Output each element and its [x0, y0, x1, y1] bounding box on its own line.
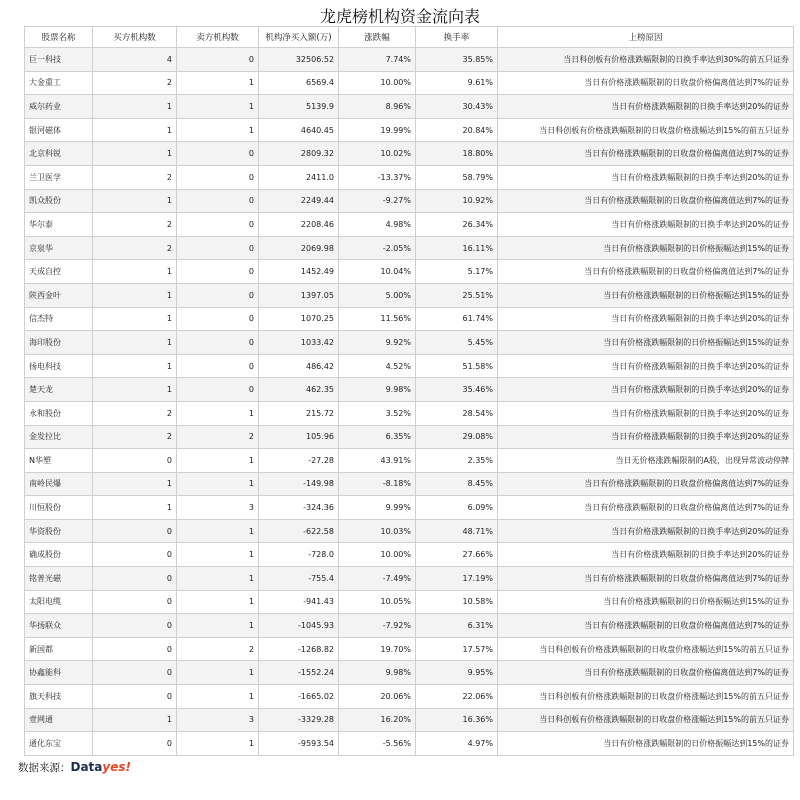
table-row — [25, 472, 794, 496]
cell-stock-name: 旗天科技 — [25, 685, 93, 709]
cell-buyer-count: 1 — [93, 95, 177, 119]
cell-seller-count: 1 — [177, 472, 259, 496]
cell-net-buy: 105.96 — [259, 425, 339, 449]
cell-buyer-count: 1 — [93, 307, 177, 331]
cell-change: 43.91% — [339, 449, 416, 473]
cell-reason: 当日科创板有价格涨跌幅限制的日换手率达到30%的前五只证券 — [498, 48, 794, 72]
cell-turnover: 9.95% — [416, 661, 498, 685]
cell-net-buy: 2069.98 — [259, 236, 339, 260]
cell-buyer-count: 1 — [93, 708, 177, 732]
cell-stock-name: 京泉华 — [25, 236, 93, 260]
cell-buyer-count: 0 — [93, 543, 177, 567]
table-row — [25, 661, 794, 685]
cell-buyer-count: 4 — [93, 48, 177, 72]
cell-change: -7.49% — [339, 567, 416, 591]
cell-reason: 当日有价格涨跌幅限制的日换手率达到20%的证券 — [498, 95, 794, 119]
cell-buyer-count: 1 — [93, 260, 177, 284]
cell-net-buy: -149.98 — [259, 472, 339, 496]
cell-stock-name: 华尔泰 — [25, 213, 93, 237]
cell-seller-count: 1 — [177, 543, 259, 567]
cell-stock-name: 确成股份 — [25, 543, 93, 567]
cell-buyer-count: 2 — [93, 71, 177, 95]
cell-seller-count: 0 — [177, 213, 259, 237]
cell-net-buy: 486.42 — [259, 354, 339, 378]
cell-stock-name: 华资股份 — [25, 519, 93, 543]
cell-change: 3.52% — [339, 401, 416, 425]
cell-reason: 当日有价格涨跌幅限制的日换手率达到20%的证券 — [498, 425, 794, 449]
cell-seller-count: 3 — [177, 496, 259, 520]
cell-change: 19.99% — [339, 118, 416, 142]
cell-stock-name: 海印股份 — [25, 331, 93, 355]
cell-reason: 当日有价格涨跌幅限制的日换手率达到20%的证券 — [498, 401, 794, 425]
cell-reason: 当日有价格涨跌幅限制的日价格振幅达到15%的证券 — [498, 236, 794, 260]
cell-buyer-count: 0 — [93, 661, 177, 685]
cell-seller-count: 1 — [177, 661, 259, 685]
cell-seller-count: 0 — [177, 331, 259, 355]
cell-reason: 当日有价格涨跌幅限制的日收盘价格偏离值达到7%的证券 — [498, 472, 794, 496]
cell-change: 10.05% — [339, 590, 416, 614]
cell-reason: 当日有价格涨跌幅限制的日收盘价格偏离值达到7%的证券 — [498, 189, 794, 213]
cell-turnover: 4.97% — [416, 732, 498, 756]
cell-buyer-count: 0 — [93, 449, 177, 473]
cell-stock-name: 协鑫能科 — [25, 661, 93, 685]
cell-stock-name: 华扬联众 — [25, 614, 93, 638]
table-row — [25, 95, 794, 119]
cell-stock-name: 金发拉比 — [25, 425, 93, 449]
cell-stock-name: 凯众股份 — [25, 189, 93, 213]
cell-reason: 当日有价格涨跌幅限制的日价格振幅达到15%的证券 — [498, 590, 794, 614]
table-row — [25, 48, 794, 72]
cell-seller-count: 2 — [177, 637, 259, 661]
cell-stock-name: 通化东宝 — [25, 732, 93, 756]
cell-stock-name: 太阳电缆 — [25, 590, 93, 614]
table-row — [25, 354, 794, 378]
cell-seller-count: 0 — [177, 48, 259, 72]
cell-net-buy: 1397.05 — [259, 283, 339, 307]
cell-turnover: 27.66% — [416, 543, 498, 567]
cell-net-buy: 1033.42 — [259, 331, 339, 355]
table-row — [25, 236, 794, 260]
cell-reason: 当日有价格涨跌幅限制的日收盘价格偏离值达到7%的证券 — [498, 71, 794, 95]
cell-net-buy: 6569.4 — [259, 71, 339, 95]
table-row — [25, 732, 794, 756]
cell-stock-name: 天成自控 — [25, 260, 93, 284]
cell-net-buy: 462.35 — [259, 378, 339, 402]
cell-buyer-count: 0 — [93, 567, 177, 591]
table-row — [25, 401, 794, 425]
cell-reason: 当日有价格涨跌幅限制的日换手率达到20%的证券 — [498, 307, 794, 331]
table-row — [25, 590, 794, 614]
cell-seller-count: 0 — [177, 307, 259, 331]
cell-change: 5.00% — [339, 283, 416, 307]
cell-stock-name: 楚天龙 — [25, 378, 93, 402]
cell-reason: 当日有价格涨跌幅限制的日收盘价格偏离值达到7%的证券 — [498, 142, 794, 166]
table-row — [25, 685, 794, 709]
cell-change: 11.56% — [339, 307, 416, 331]
cell-buyer-count: 0 — [93, 732, 177, 756]
cell-stock-name: 新国都 — [25, 637, 93, 661]
cell-seller-count: 0 — [177, 354, 259, 378]
cell-seller-count: 0 — [177, 165, 259, 189]
cell-reason: 当日有价格涨跌幅限制的日价格振幅达到15%的证券 — [498, 283, 794, 307]
cell-buyer-count: 0 — [93, 519, 177, 543]
cell-net-buy: -622.58 — [259, 519, 339, 543]
cell-net-buy: 2249.44 — [259, 189, 339, 213]
cell-buyer-count: 1 — [93, 354, 177, 378]
cell-change: -9.27% — [339, 189, 416, 213]
cell-reason: 当日科创板有价格涨跌幅限制的日收盘价格涨幅达到15%的前五只证券 — [498, 708, 794, 732]
cell-stock-name: 银河磁体 — [25, 118, 93, 142]
cell-net-buy: -1045.93 — [259, 614, 339, 638]
cell-turnover: 30.43% — [416, 95, 498, 119]
cell-change: -5.56% — [339, 732, 416, 756]
cell-net-buy: 4640.45 — [259, 118, 339, 142]
cell-buyer-count: 2 — [93, 425, 177, 449]
cell-change: 10.03% — [339, 519, 416, 543]
cell-seller-count: 1 — [177, 401, 259, 425]
cell-stock-name: 南岭民爆 — [25, 472, 93, 496]
cell-net-buy: -728.0 — [259, 543, 339, 567]
cell-buyer-count: 1 — [93, 189, 177, 213]
cell-net-buy: -1665.02 — [259, 685, 339, 709]
cell-change: 9.92% — [339, 331, 416, 355]
cell-reason: 当日有价格涨跌幅限制的日收盘价格偏离值达到7%的证券 — [498, 496, 794, 520]
cell-reason: 当日有价格涨跌幅限制的日换手率达到20%的证券 — [498, 543, 794, 567]
cell-net-buy: 2208.46 — [259, 213, 339, 237]
cell-buyer-count: 1 — [93, 496, 177, 520]
table-row — [25, 519, 794, 543]
cell-buyer-count: 2 — [93, 213, 177, 237]
cell-reason: 当日科创板有价格涨跌幅限制的日收盘价格涨幅达到15%的前五只证券 — [498, 118, 794, 142]
cell-turnover: 2.35% — [416, 449, 498, 473]
cell-change: 4.52% — [339, 354, 416, 378]
cell-buyer-count: 0 — [93, 685, 177, 709]
cell-seller-count: 0 — [177, 260, 259, 284]
cell-seller-count: 1 — [177, 71, 259, 95]
cell-stock-name: 壹网通 — [25, 708, 93, 732]
cell-stock-name: 陕西金叶 — [25, 283, 93, 307]
cell-seller-count: 1 — [177, 590, 259, 614]
cell-change: 16.20% — [339, 708, 416, 732]
cell-turnover: 16.11% — [416, 236, 498, 260]
table-row — [25, 449, 794, 473]
cell-buyer-count: 0 — [93, 614, 177, 638]
cell-change: 10.02% — [339, 142, 416, 166]
cell-seller-count: 1 — [177, 732, 259, 756]
table-row — [25, 637, 794, 661]
cell-turnover: 35.85% — [416, 48, 498, 72]
cell-reason: 当日有价格涨跌幅限制的日收盘价格偏离值达到7%的证券 — [498, 567, 794, 591]
cell-turnover: 29.08% — [416, 425, 498, 449]
cell-seller-count: 1 — [177, 614, 259, 638]
cell-buyer-count: 0 — [93, 637, 177, 661]
cell-change: 9.98% — [339, 661, 416, 685]
table-row — [25, 213, 794, 237]
table-row — [25, 496, 794, 520]
cell-turnover: 17.19% — [416, 567, 498, 591]
cell-turnover: 51.58% — [416, 354, 498, 378]
table-row — [25, 614, 794, 638]
header-change: 涨跌幅 — [339, 27, 416, 48]
cell-change: -2.05% — [339, 236, 416, 260]
cell-reason: 当日有价格涨跌幅限制的日价格振幅达到15%的证券 — [498, 331, 794, 355]
cell-reason: 当日有价格涨跌幅限制的日价格振幅达到15%的证券 — [498, 732, 794, 756]
header-reason: 上榜原因 — [498, 27, 794, 48]
header-buyer-count: 买方机构数 — [93, 27, 177, 48]
cell-turnover: 16.36% — [416, 708, 498, 732]
cell-buyer-count: 2 — [93, 401, 177, 425]
table-row — [25, 283, 794, 307]
table-row — [25, 118, 794, 142]
cell-buyer-count: 1 — [93, 118, 177, 142]
cell-reason: 当日有价格涨跌幅限制的日换手率达到20%的证券 — [498, 354, 794, 378]
cell-reason: 当日有价格涨跌幅限制的日换手率达到20%的证券 — [498, 213, 794, 237]
cell-net-buy: 2411.0 — [259, 165, 339, 189]
table-row — [25, 260, 794, 284]
cell-reason: 当日有价格涨跌幅限制的日收盘价格偏离值达到7%的证券 — [498, 614, 794, 638]
table-row — [25, 543, 794, 567]
cell-stock-name: 信杰特 — [25, 307, 93, 331]
table-row — [25, 307, 794, 331]
cell-reason: 当日科创板有价格涨跌幅限制的日收盘价格涨幅达到15%的前五只证券 — [498, 685, 794, 709]
cell-turnover: 48.71% — [416, 519, 498, 543]
cell-buyer-count: 1 — [93, 472, 177, 496]
cell-change: 19.70% — [339, 637, 416, 661]
cell-stock-name: 北京科锐 — [25, 142, 93, 166]
cell-reason: 当日有价格涨跌幅限制的日收盘价格偏离值达到7%的证券 — [498, 260, 794, 284]
cell-turnover: 17.57% — [416, 637, 498, 661]
cell-seller-count: 1 — [177, 449, 259, 473]
cell-seller-count: 3 — [177, 708, 259, 732]
cell-seller-count: 0 — [177, 283, 259, 307]
cell-buyer-count: 1 — [93, 331, 177, 355]
cell-buyer-count: 2 — [93, 236, 177, 260]
header-turnover: 换手率 — [416, 27, 498, 48]
cell-net-buy: 1452.49 — [259, 260, 339, 284]
cell-turnover: 20.84% — [416, 118, 498, 142]
cell-buyer-count: 1 — [93, 283, 177, 307]
cell-change: 9.99% — [339, 496, 416, 520]
cell-change: 4.98% — [339, 213, 416, 237]
page-title: 龙虎榜机构资金流向表 — [319, 7, 480, 26]
cell-net-buy: 1070.25 — [259, 307, 339, 331]
cell-reason: 当日有价格涨跌幅限制的日换手率达到20%的证券 — [498, 378, 794, 402]
cell-seller-count: 1 — [177, 118, 259, 142]
cell-turnover: 5.17% — [416, 260, 498, 284]
cell-net-buy: -1268.82 — [259, 637, 339, 661]
cell-turnover: 10.58% — [416, 590, 498, 614]
table-row — [25, 425, 794, 449]
cell-net-buy: -1552.24 — [259, 661, 339, 685]
cell-buyer-count: 1 — [93, 378, 177, 402]
cell-change: 10.04% — [339, 260, 416, 284]
cell-buyer-count: 0 — [93, 590, 177, 614]
cell-seller-count: 0 — [177, 142, 259, 166]
cell-stock-name: 兰卫医学 — [25, 165, 93, 189]
table-row — [25, 331, 794, 355]
cell-reason: 当日无价格涨跌幅限制的A股，出现异常波动停牌 — [498, 449, 794, 473]
cell-change: 8.96% — [339, 95, 416, 119]
table-row — [25, 378, 794, 402]
cell-buyer-count: 2 — [93, 165, 177, 189]
cell-stock-name: N华塑 — [25, 449, 93, 473]
cell-seller-count: 1 — [177, 519, 259, 543]
cell-seller-count: 1 — [177, 567, 259, 591]
header-stock-name: 股票名称 — [25, 27, 93, 48]
cell-seller-count: 2 — [177, 425, 259, 449]
cell-stock-name: 威尔药业 — [25, 95, 93, 119]
cell-change: 7.74% — [339, 48, 416, 72]
cell-seller-count: 0 — [177, 189, 259, 213]
cell-seller-count: 0 — [177, 378, 259, 402]
cell-net-buy: -941.43 — [259, 590, 339, 614]
cell-change: -13.37% — [339, 165, 416, 189]
cell-turnover: 10.92% — [416, 189, 498, 213]
cell-stock-name: 巨一科技 — [25, 48, 93, 72]
table-header-row — [25, 27, 794, 48]
cell-change: 10.00% — [339, 71, 416, 95]
cell-net-buy: 5139.9 — [259, 95, 339, 119]
cell-turnover: 5.45% — [416, 331, 498, 355]
cell-reason: 当日科创板有价格涨跌幅限制的日收盘价格涨幅达到15%的前五只证券 — [498, 637, 794, 661]
source-label: 数据来源： — [18, 762, 71, 774]
cell-net-buy: -27.28 — [259, 449, 339, 473]
cell-turnover: 28.54% — [416, 401, 498, 425]
data-source — [18, 760, 131, 775]
cell-stock-name: 永和股份 — [25, 401, 93, 425]
cell-turnover: 22.06% — [416, 685, 498, 709]
cell-change: -8.18% — [339, 472, 416, 496]
table-row — [25, 142, 794, 166]
header-net-buy: 机构净买入额(万) — [259, 27, 339, 48]
cell-net-buy: 215.72 — [259, 401, 339, 425]
cell-turnover: 61.74% — [416, 307, 498, 331]
table-row — [25, 567, 794, 591]
cell-net-buy: 2809.32 — [259, 142, 339, 166]
datayes-logo-data: Data — [70, 760, 103, 774]
cell-seller-count: 1 — [177, 95, 259, 119]
cell-turnover: 18.80% — [416, 142, 498, 166]
cell-turnover: 9.61% — [416, 71, 498, 95]
cell-change: -7.92% — [339, 614, 416, 638]
table-row — [25, 71, 794, 95]
cell-reason: 当日有价格涨跌幅限制的日换手率达到20%的证券 — [498, 165, 794, 189]
cell-seller-count: 0 — [177, 236, 259, 260]
cell-reason: 当日有价格涨跌幅限制的日换手率达到20%的证券 — [498, 519, 794, 543]
cell-reason: 当日有价格涨跌幅限制的日收盘价格偏离值达到7%的证券 — [498, 661, 794, 685]
cell-net-buy: -755.4 — [259, 567, 339, 591]
institution-flow-table — [24, 26, 794, 756]
table-row — [25, 708, 794, 732]
cell-net-buy: -9593.54 — [259, 732, 339, 756]
cell-turnover: 26.34% — [416, 213, 498, 237]
cell-change: 6.35% — [339, 425, 416, 449]
cell-net-buy: -324.36 — [259, 496, 339, 520]
table-row — [25, 165, 794, 189]
cell-change: 10.00% — [339, 543, 416, 567]
cell-stock-name: 川恒股份 — [25, 496, 93, 520]
cell-stock-name: 扬电科技 — [25, 354, 93, 378]
cell-net-buy: 32506.52 — [259, 48, 339, 72]
table-row — [25, 189, 794, 213]
cell-turnover: 35.46% — [416, 378, 498, 402]
cell-change: 20.06% — [339, 685, 416, 709]
cell-turnover: 6.31% — [416, 614, 498, 638]
cell-stock-name: 大金重工 — [25, 71, 93, 95]
cell-turnover: 25.51% — [416, 283, 498, 307]
header-seller-count: 卖方机构数 — [177, 27, 259, 48]
cell-turnover: 8.45% — [416, 472, 498, 496]
cell-change: 9.98% — [339, 378, 416, 402]
cell-turnover: 58.79% — [416, 165, 498, 189]
cell-buyer-count: 1 — [93, 142, 177, 166]
cell-turnover: 6.09% — [416, 496, 498, 520]
cell-seller-count: 1 — [177, 685, 259, 709]
cell-net-buy: -3329.28 — [259, 708, 339, 732]
cell-stock-name: 铭普光磁 — [25, 567, 93, 591]
datayes-logo-yes: yes! — [102, 760, 131, 774]
